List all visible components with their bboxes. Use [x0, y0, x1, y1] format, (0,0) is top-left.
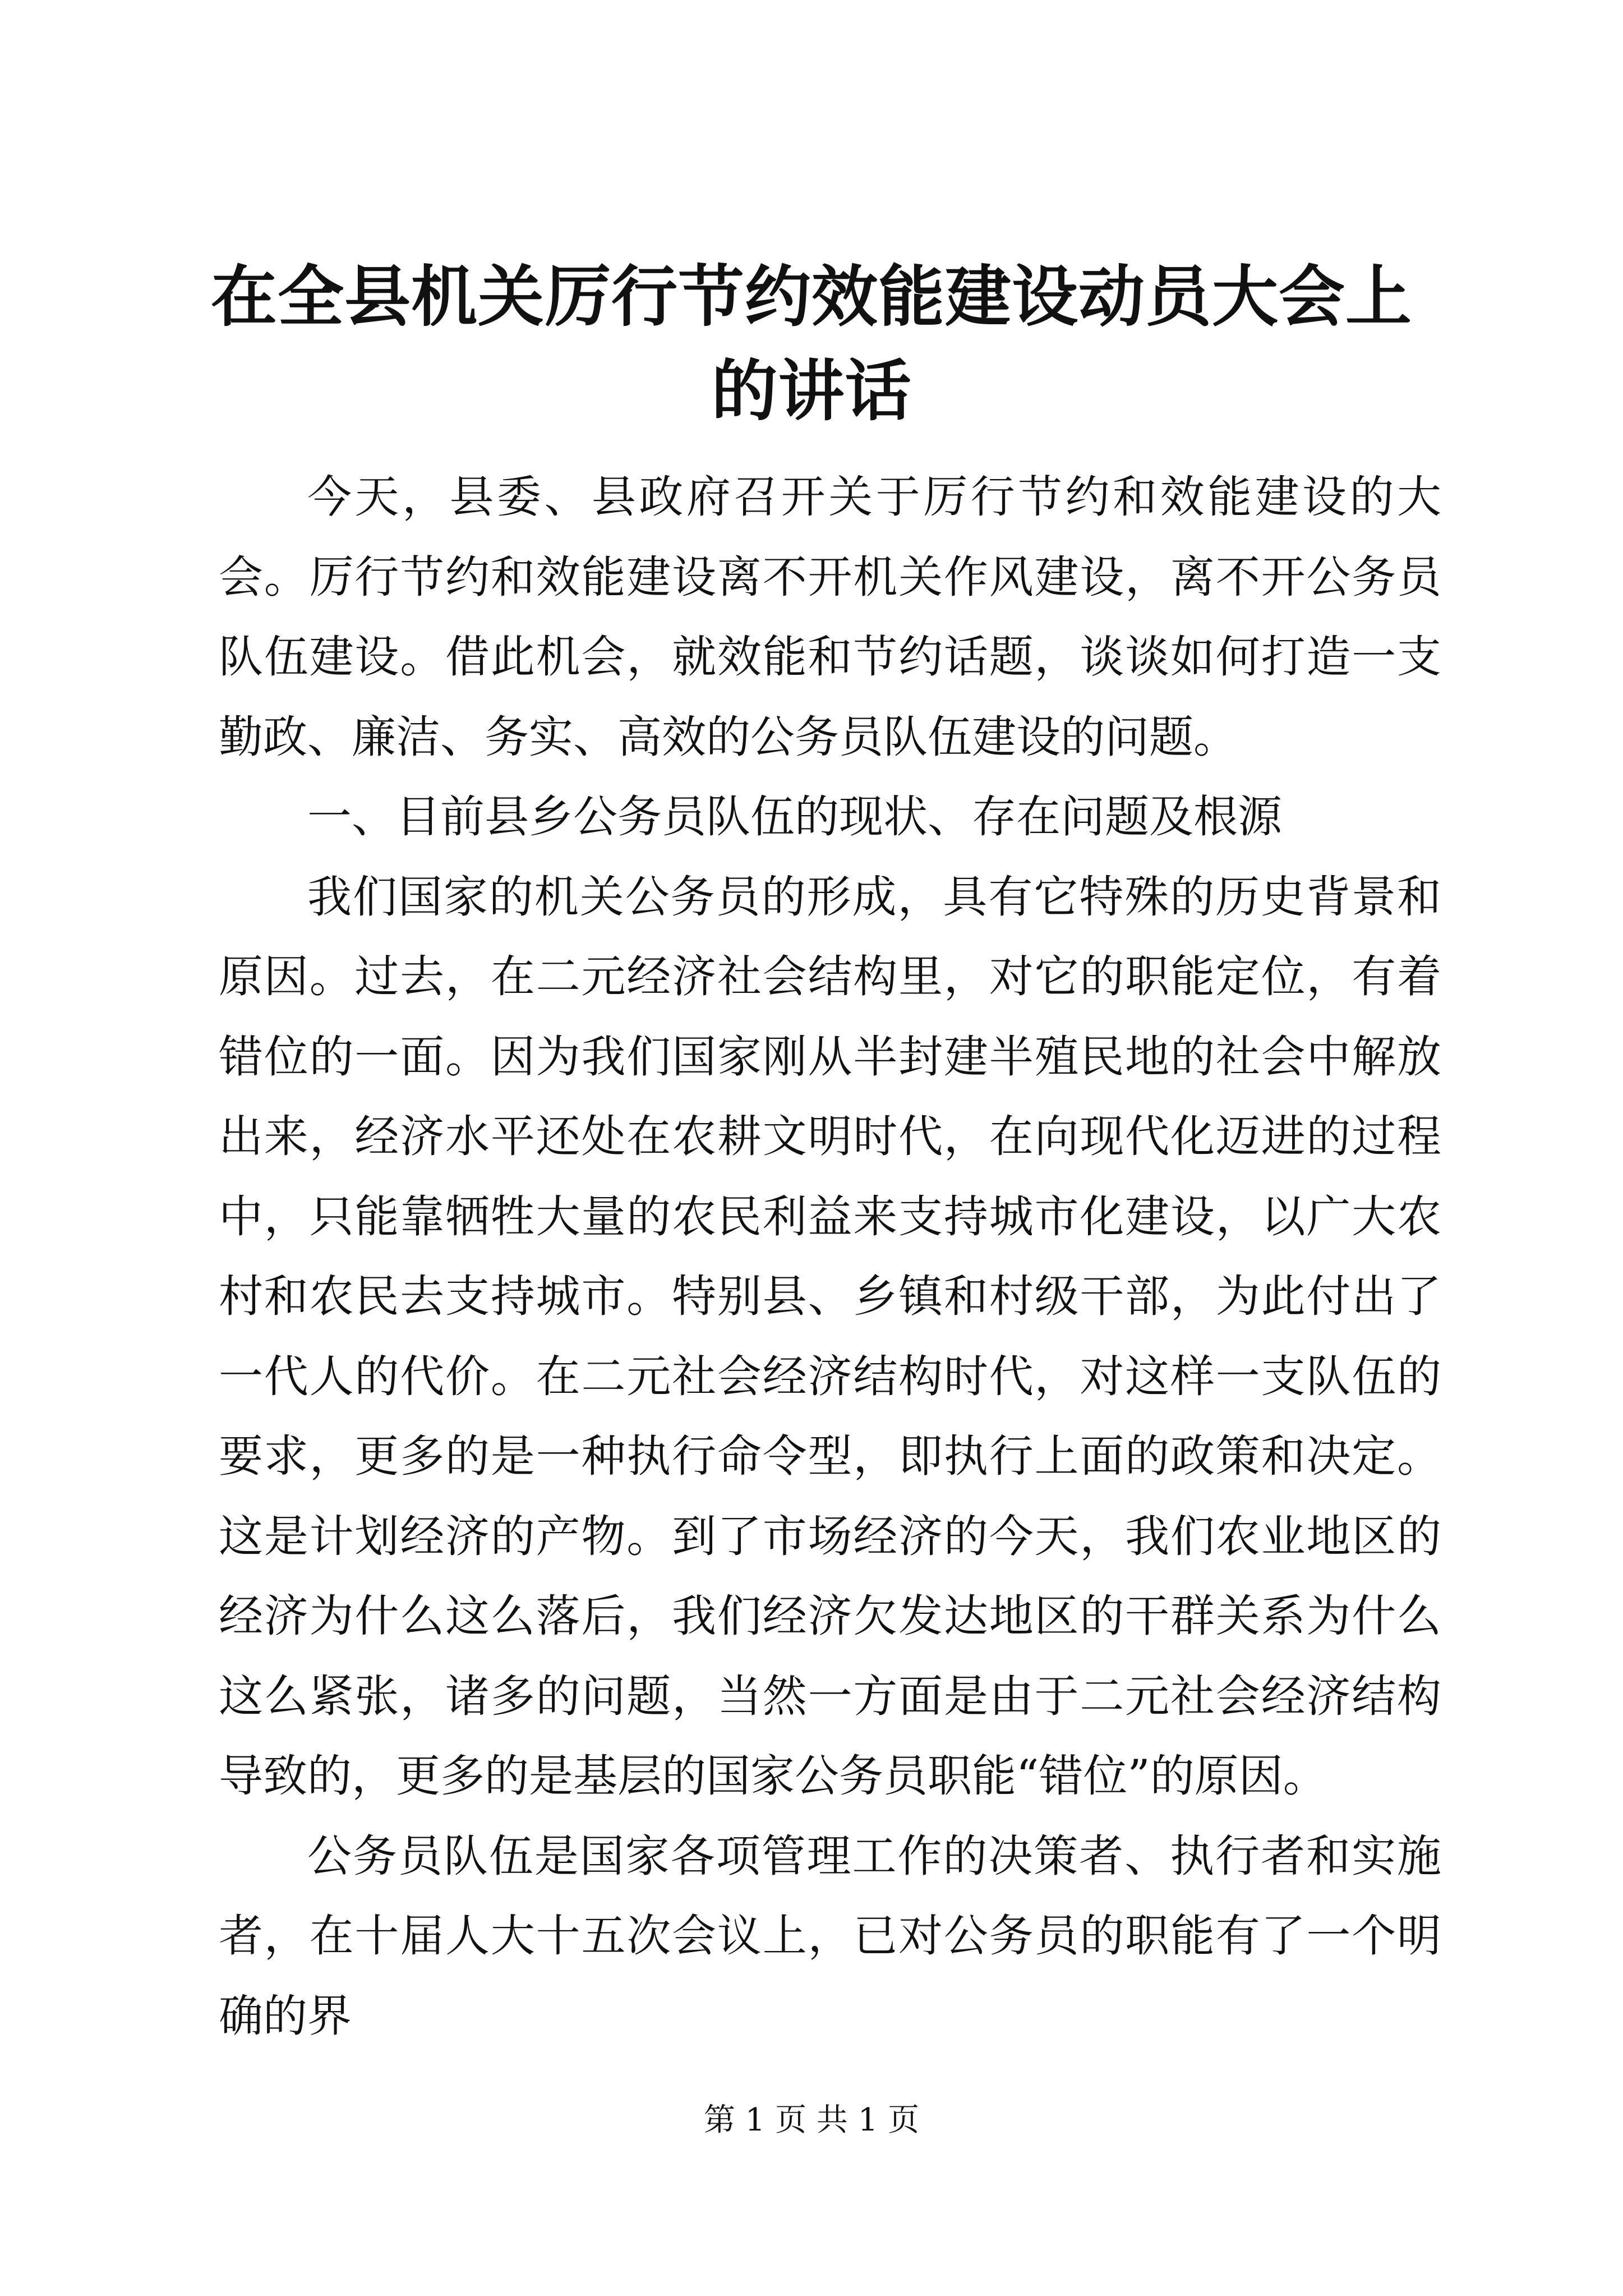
document-title: 在全县机关厉行节约效能建设动员大会上的讲话	[210, 257, 1412, 430]
section-heading: 一、目前县乡公务员队伍的现状、存在问题及根源	[307, 791, 1282, 843]
paragraph-role: 公务员队伍是国家各项管理工作的决策者、执行者和实施者，在十届人大十五次会议上，已对公务员的职能有了一个明确的界	[219, 1830, 1441, 2042]
paragraph-history: 我们国家的机关公务员的形成，具有它特殊的历史背景和原因。过去，在二元经济社会结构里，对它的职能定位，有着错位的一面。因为我们国家刚从半封建半殖民地的社会中解放出来，经济水平还处在农耕文明时代，在向现代化迈进的过程中，只能靠牺牲大量的农民利益来支持城市化建设，以广大农村和农民去支持城市。特别县、乡镇和村级干部，为此付出了一代人的代价。在二元社会经济结构时代，对这样一支队伍的要求，更多的是一种执行命令型，即执行上面的政策和决定。这是计划经济的产物。到了市场经济的今天，我们农业地区的经济为什么这么落后，我们经济欠发达地区的干群关系为什么这么紧张，诸多的问题，当然一方面是由于二元社会经济结构导致的，更多的是基层的国家公务员职能“错位”的原因。	[219, 871, 1441, 1802]
paragraph-intro: 今天，县委、县政府召开关于厉行节约和效能建设的大会。厉行节约和效能建设离不开机关作风建设，离不开公务员队伍建设。借此机会，就效能和节约话题，谈谈如何打造一支勤政、廉洁、务实、高效的公务员队伍建设的问题。	[219, 471, 1441, 763]
document-body	[219, 457, 1441, 2056]
page-number-footer: 第 1 页 共 1 页	[703, 2102, 920, 2138]
